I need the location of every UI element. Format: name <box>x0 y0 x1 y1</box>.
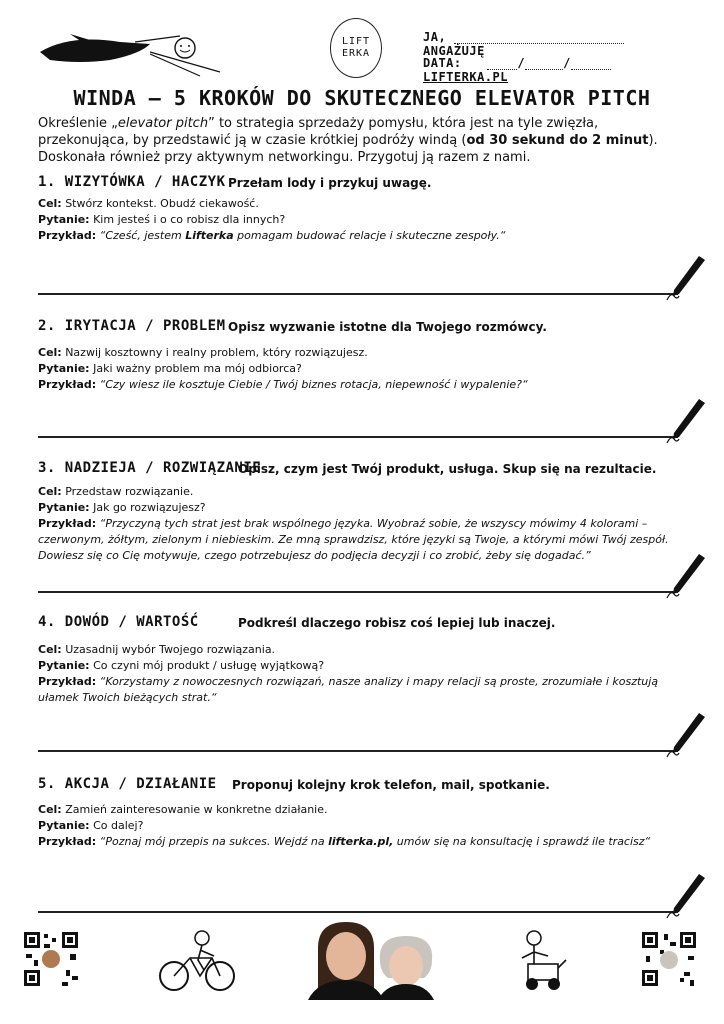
pen-icon <box>665 254 705 302</box>
goal-text: Przedstaw rozwiązanie. <box>65 485 194 498</box>
intro-text: ). Doskonała również przy aktywnym networkingu. Przygotuj ją razem z nami. <box>38 133 658 165</box>
question-text: Kim jesteś i o co robisz dla innych? <box>93 213 286 226</box>
date-separator: / <box>563 56 571 70</box>
goal-label: Cel: <box>38 803 62 816</box>
pen-icon <box>665 711 705 759</box>
example-text: pomagam budować relacje i skuteczne zespoły.“ <box>233 229 506 242</box>
question-text: Jaki ważny problem ma mój odbiorca? <box>93 362 302 375</box>
page-title: WINDA – 5 KROKÓW DO SKUTECZNEGO ELEVATOR PITCH <box>73 86 651 110</box>
brand-logo-bottom: ERKA <box>341 48 371 59</box>
question-label: Pytanie: <box>38 501 90 514</box>
intro-text: Określenie „ <box>38 116 118 131</box>
example-label: Przykład: <box>38 835 97 848</box>
qr-code-icon[interactable] <box>22 930 80 988</box>
data-label: DATA: <box>423 56 462 70</box>
goal-label: Cel: <box>38 643 62 656</box>
year-field[interactable] <box>571 59 611 70</box>
flying-figure-icon <box>30 14 230 84</box>
example-label: Przykład: <box>38 675 97 688</box>
question-label: Pytanie: <box>38 659 90 672</box>
example-text: “Cześć, jestem <box>99 229 186 242</box>
example-text: umów się na konsultację i sprawdź ile tracisz“ <box>393 835 651 848</box>
example-bold: Lifterka <box>185 229 234 242</box>
goal-text: Stwórz kontekst. Obudź ciekawość. <box>65 197 259 210</box>
signature-line <box>423 30 685 58</box>
month-field[interactable] <box>525 59 563 70</box>
example-text: “Poznaj mój przepis na sukces. Wejdź na <box>99 835 329 848</box>
question-text: Jak go rozwiązujesz? <box>93 501 206 514</box>
goal-text: Uzasadnij wybór Twojego rozwiązania. <box>65 643 276 656</box>
example-text: “Przyczyną tych strat jest brak wspólnego języka. Wyobraź sobie, że wszyscy mówimy 4 kolorami – czerwonym, żółtym, zielonym i niebieskim. Ze mną sprawdzisz, które języki są Twoje, a którymi mówi Twój zespół. Dowiesz się co Cię motywuje, czego potrzebujesz do podjęcia decyzji i co zrobić, żeby się dogadać.” <box>38 517 669 562</box>
site-link[interactable]: LIFTERKA.PL <box>423 70 508 84</box>
section-3-title: 3. NADZIEJA / ROZWIĄZANIE <box>38 460 262 476</box>
section-5-title: 5. AKCJA / DZIAŁANIE <box>38 776 217 792</box>
example-label: Przykład: <box>38 229 97 242</box>
question-label: Pytanie: <box>38 819 90 832</box>
section-1-title: 1. WIZYTÓWKA / HACZYK <box>38 174 226 190</box>
intro-bold: od 30 sekund do 2 minut <box>466 133 649 148</box>
brand-logo <box>330 18 382 78</box>
section-5-body <box>38 802 678 850</box>
section-4-subtitle: Podkreśl dlaczego robisz coś lepiej lub inaczej. <box>238 616 556 630</box>
answer-line-5[interactable] <box>38 911 678 913</box>
name-field[interactable] <box>454 33 624 44</box>
example-text: “Czy wiesz ile kosztuje Ciebie / Twój biznes rotacja, niepewność i wypalenie?“ <box>99 378 528 391</box>
answer-line-2[interactable] <box>38 436 678 438</box>
section-2-subtitle: Opisz wyzwanie istotne dla Twojego rozmówcy. <box>228 320 547 334</box>
section-2-body <box>38 345 678 393</box>
brand-logo-top: LIFT <box>341 36 371 47</box>
example-label: Przykład: <box>38 378 97 391</box>
section-1-body <box>38 196 678 244</box>
section-2-title: 2. IRYTACJA / PROBLEM <box>38 318 226 334</box>
angazuje-label: ANGAŻUJĘ <box>423 44 485 58</box>
answer-line-1[interactable] <box>38 293 678 295</box>
pen-icon <box>665 397 705 445</box>
date-line <box>423 56 693 84</box>
goal-text: Nazwij kosztowny i realny problem, który rozwiązujesz. <box>65 346 368 359</box>
ja-label: JA, <box>423 30 447 44</box>
answer-line-3[interactable] <box>38 591 678 593</box>
pen-icon <box>665 552 705 600</box>
robot-cart-icon <box>508 928 570 994</box>
section-4-body <box>38 642 678 706</box>
question-text: Co dalej? <box>93 819 144 832</box>
intro-emphasis: elevator pitch <box>117 116 209 131</box>
qr-code-icon[interactable] <box>640 930 698 988</box>
goal-label: Cel: <box>38 197 62 210</box>
goal-text: Zamień zainteresowanie w konkretne działanie. <box>65 803 328 816</box>
section-3-subtitle: Opisz, czym jest Twój produkt, usługa. Skup się na rezultacie. <box>238 462 657 476</box>
question-text: Co czyni mój produkt / usługę wyjątkową? <box>93 659 325 672</box>
pen-icon <box>665 872 705 920</box>
section-4-title: 4. DOWÓD / WARTOŚĆ <box>38 614 199 630</box>
goal-label: Cel: <box>38 346 62 359</box>
date-separator: / <box>517 56 526 70</box>
cyclist-icon <box>156 928 238 994</box>
section-5-subtitle: Proponuj kolejny krok telefon, mail, spotkanie. <box>232 778 550 792</box>
question-label: Pytanie: <box>38 213 90 226</box>
example-label: Przykład: <box>38 517 97 530</box>
example-text: “Korzystamy z nowoczesnych rozwiązań, nasze analizy i mapy relacji są proste, zrozumiałe i kosztują ułamek Twoich bieżących strat.“ <box>38 675 659 704</box>
question-label: Pytanie: <box>38 362 90 375</box>
goal-label: Cel: <box>38 485 62 498</box>
portrait-photo <box>298 918 448 1000</box>
section-3-body <box>38 484 678 564</box>
intro-text: ” to strategia sprzedaży pomysłu, która jest na tyle zwięzła, przekonująca, by przedstawić ją w czasie krótkiej podróży windą ( <box>38 116 599 148</box>
day-field[interactable] <box>487 59 517 70</box>
answer-line-4[interactable] <box>38 750 678 752</box>
section-1-subtitle: Przełam lody i przykuj uwagę. <box>228 176 432 190</box>
example-link[interactable]: lifterka.pl, <box>328 835 394 848</box>
intro-paragraph <box>38 115 678 166</box>
